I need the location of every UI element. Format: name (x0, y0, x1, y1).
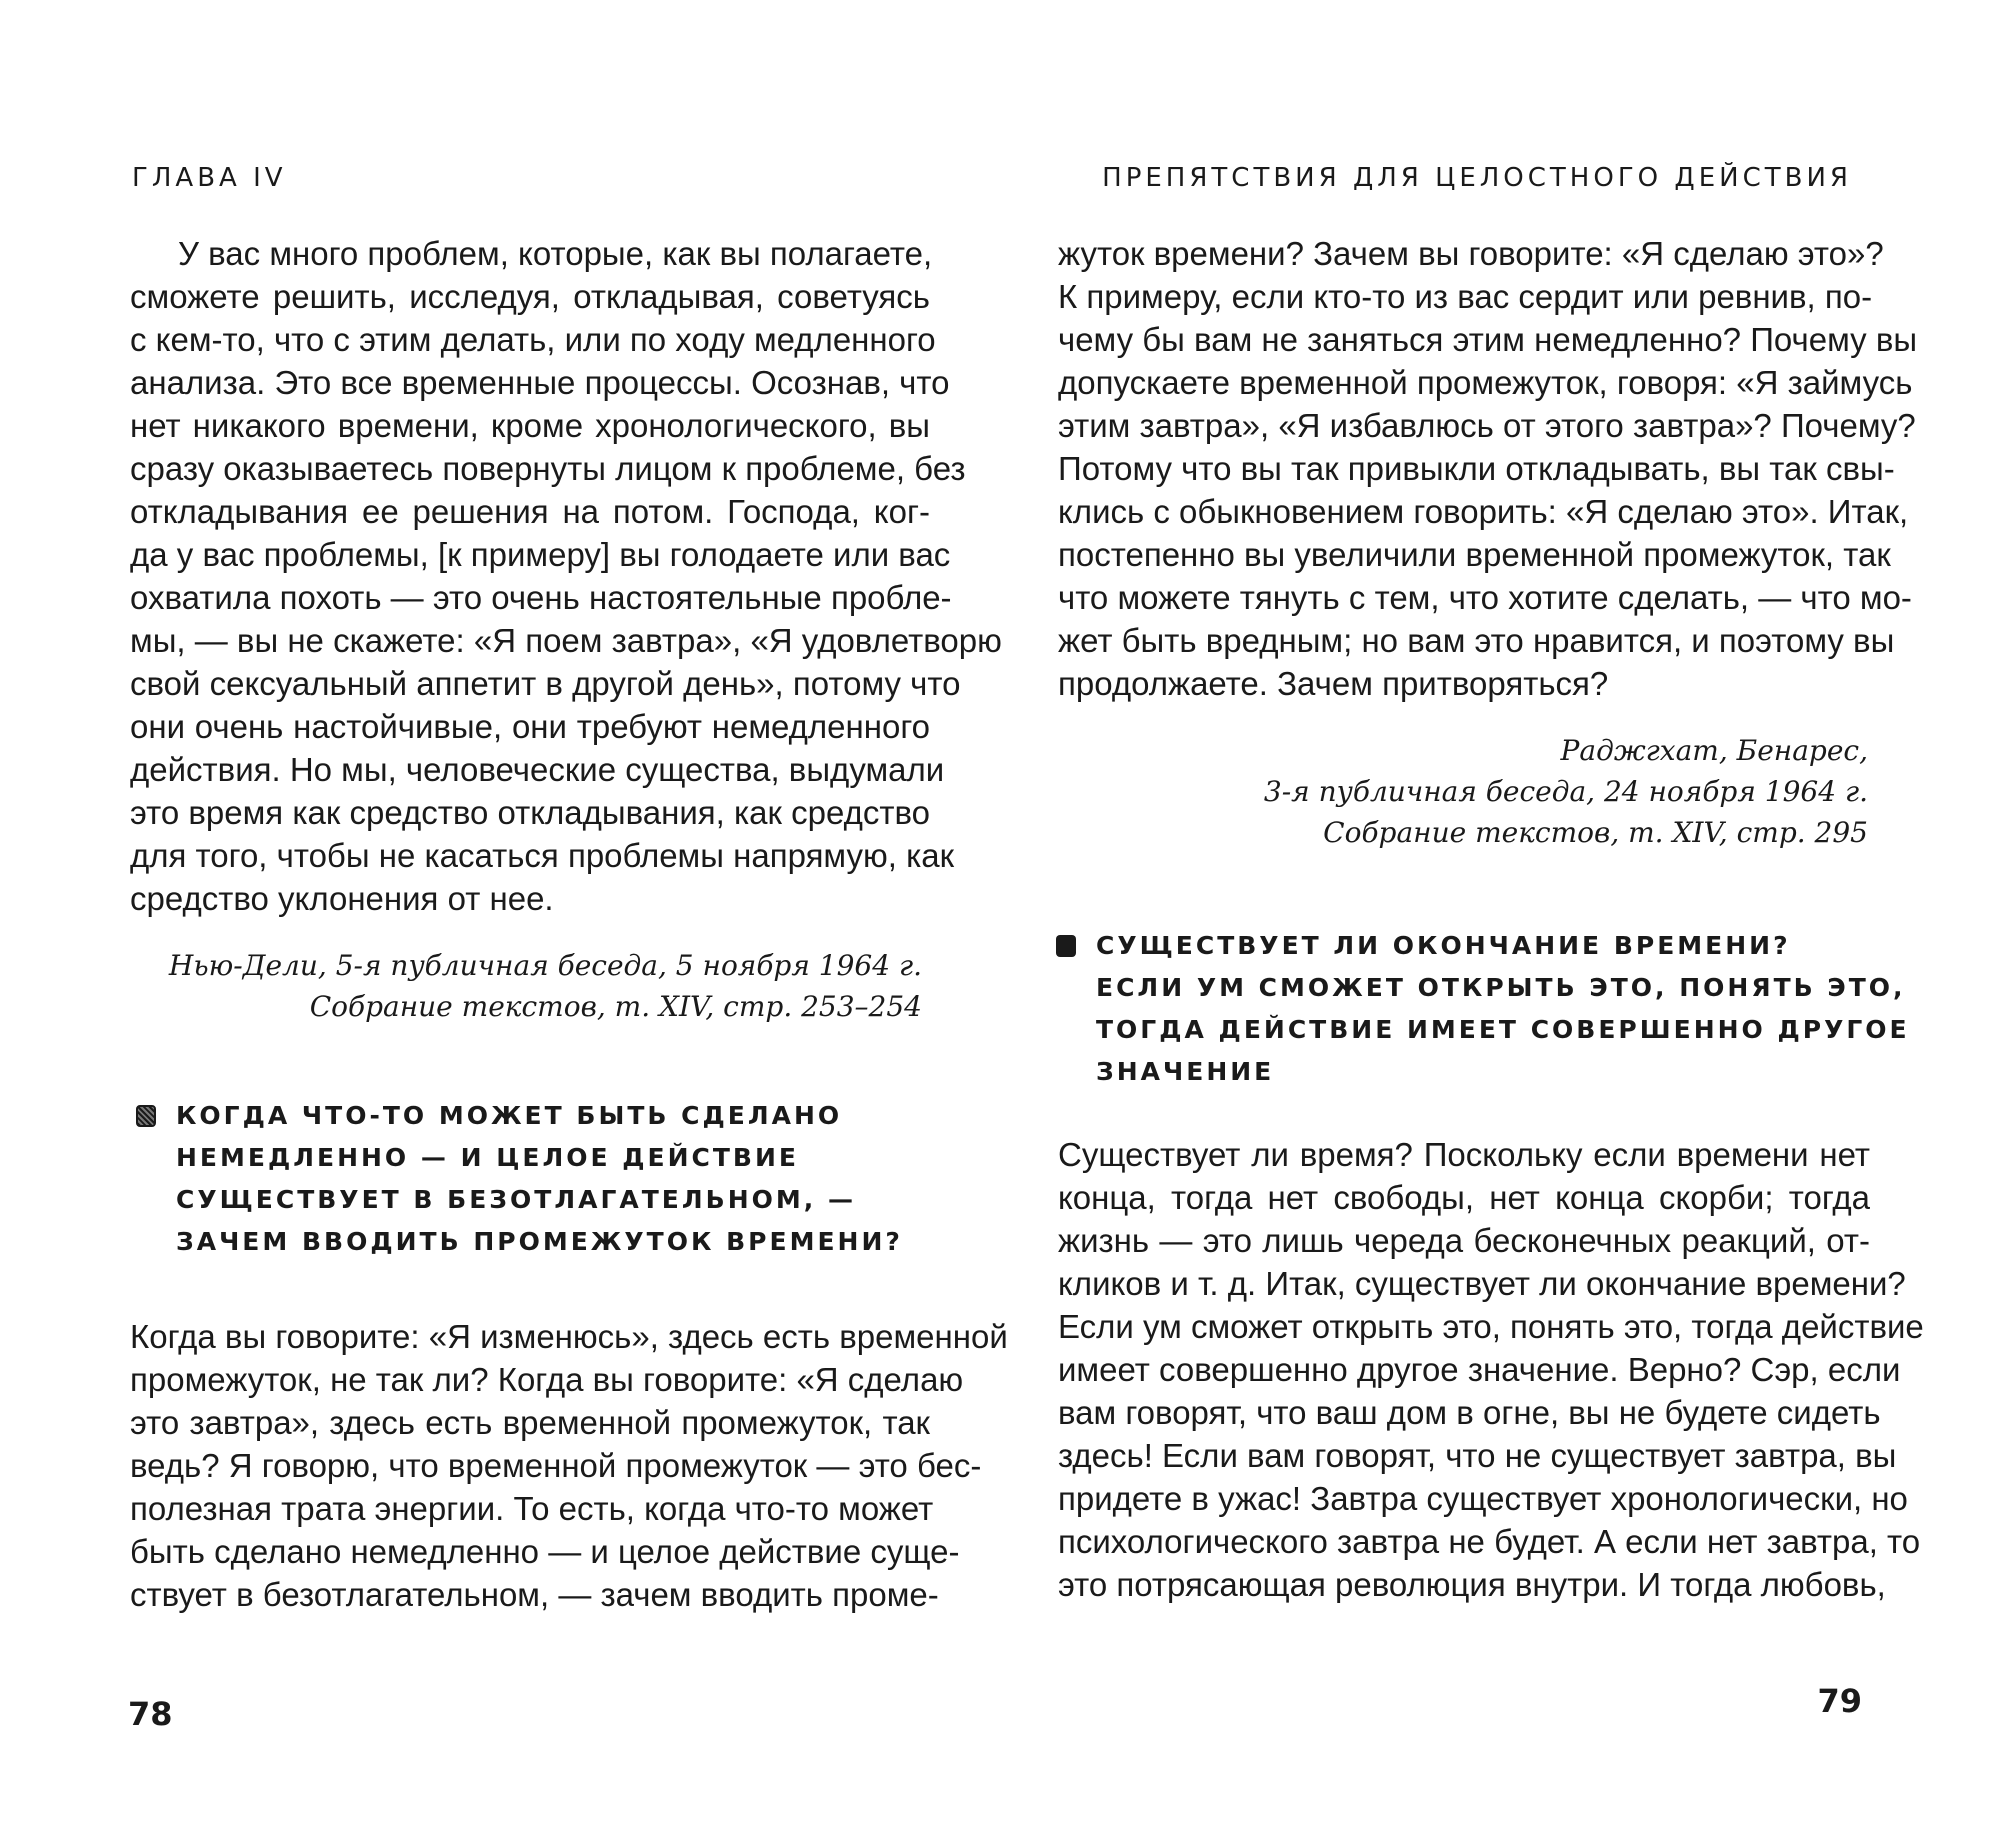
paragraph (130, 1315, 1008, 1616)
text-line: да у вас проблемы, [к примеру] вы голодаете или вас (130, 536, 951, 573)
left-paragraph-2 (130, 1315, 1008, 1616)
text-line: здесь! Если вам говорят, что не существует завтра, вы (1058, 1437, 1897, 1474)
running-head-chapter: ГЛАВА IV (132, 163, 287, 193)
right-paragraph-2 (1058, 1133, 1924, 1606)
text-line: мы, — вы не скажете: «Я поем завтра», «Я удовлетворю (130, 622, 1002, 659)
text-line: с кем-то, что с этим делать, или по ходу медленного (130, 321, 936, 358)
text-line: свой сексуальный аппетит в другой день», потому что (130, 665, 961, 702)
left-attribution (169, 945, 922, 1027)
text-line: полезная трата энергии. То есть, когда что-то может (130, 1490, 934, 1527)
left-section-heading (176, 1095, 903, 1263)
heading-line: ТОГДА ДЕЙСТВИЕ ИМЕЕТ СОВЕРШЕННО ДРУГОЕ (1096, 1015, 1910, 1044)
page-number: 79 (1817, 1682, 1862, 1720)
left-paragraph-1 (130, 232, 1002, 920)
text-line: откладывания ее решения на потом. Господа, ког- (130, 493, 930, 530)
text-line: чему бы вам не заняться этим немедленно? Почему вы (1058, 321, 1918, 358)
text-line: жет быть вредным; но вам это нравится, и поэтому вы (1058, 622, 1895, 659)
heading-line: СУЩЕСТВУЕТ ЛИ ОКОНЧАНИЕ ВРЕМЕНИ? (1096, 931, 1791, 960)
text-line: постепенно вы увеличили временной промежуток, так (1058, 536, 1891, 573)
text-line: продолжаете. Зачем притворяться? (1058, 665, 1609, 702)
heading-line: СУЩЕСТВУЕТ В БЕЗОТЛАГАТЕЛЬНОМ, — (176, 1185, 856, 1214)
text-line: жизнь — это лишь череда бесконечных реакций, от- (1058, 1222, 1870, 1259)
right-paragraph-1 (1058, 232, 1918, 705)
text-line: жуток времени? Зачем вы говорите: «Я сделаю это»? (1058, 235, 1884, 272)
text-line: средство уклонения от нее. (130, 880, 554, 917)
page-number: 78 (128, 1695, 173, 1733)
attribution-line: Собрание текстов, т. XIV, стр. 295 (1323, 816, 1868, 849)
text-line: вам говорят, что ваш дом в огне, вы не будете сидеть (1058, 1394, 1881, 1431)
right-page (1000, 0, 2000, 1833)
text-line: анализа. Это все временные процессы. Осознав, что (130, 364, 950, 401)
heading-line: ЗАЧЕМ ВВОДИТЬ ПРОМЕЖУТОК ВРЕМЕНИ? (176, 1227, 903, 1256)
right-attribution (1264, 730, 1868, 853)
text-line: это время как средство откладывания, как средство (130, 794, 930, 831)
text-line: Когда вы говорите: «Я изменюсь», здесь есть временной (130, 1318, 1008, 1355)
heading-line: ЕСЛИ УМ СМОЖЕТ ОТКРЫТЬ ЭТО, ПОНЯТЬ ЭТО, (1096, 973, 1906, 1002)
text-line: этим завтра», «Я избавлюсь от этого завтра»? Почему? (1058, 407, 1916, 444)
text-line: охватила похоть — это очень настоятельные пробле- (130, 579, 952, 616)
text-line: конца, тогда нет свободы, нет конца скорби; тогда (1058, 1179, 1870, 1216)
attribution-line: Нью-Дели, 5-я публичная беседа, 5 ноября 1964 г. (168, 949, 922, 982)
text-line: допускаете временной промежуток, говоря: «Я займусь (1058, 364, 1913, 401)
section-bullet-icon (1056, 935, 1076, 957)
text-line: кликов и т. д. Итак, существует ли окончание времени? (1058, 1265, 1906, 1302)
text-line: для того, чтобы не касаться проблемы напрямую, как (130, 837, 955, 874)
text-line: быть сделано немедленно — и целое действие суще- (130, 1533, 960, 1570)
text-line: сможете решить, исследуя, откладывая, советуясь (130, 278, 930, 315)
attribution-line: Собрание текстов, т. XIV, стр. 253–254 (309, 990, 922, 1023)
text-line: психологического завтра не будет. А если нет завтра, то (1058, 1523, 1921, 1560)
attribution-line: Раджгхат, Бенарес, (1560, 734, 1868, 767)
heading-line: КОГДА ЧТО-ТО МОЖЕТ БЫТЬ СДЕЛАНО (176, 1101, 843, 1130)
text-line: Существует ли время? Поскольку если времени нет (1058, 1136, 1870, 1173)
text-line: ведь? Я говорю, что временной промежуток — это бес- (130, 1447, 982, 1484)
text-line: промежуток, не так ли? Когда вы говорите: «Я сделаю (130, 1361, 964, 1398)
text-line: ствует в безотлагательном, — зачем вводить проме- (130, 1576, 939, 1613)
attribution-line: 3-я публичная беседа, 24 ноября 1964 г. (1263, 775, 1868, 808)
text-line: клись с обыкновением говорить: «Я сделаю это». Итак, (1058, 493, 1909, 530)
text-line: У вас много проблем, которые, как вы полагаете, (178, 235, 933, 272)
text-line: придете в ужас! Завтра существует хронологически, но (1058, 1480, 1908, 1517)
paragraph (1058, 1133, 1924, 1606)
heading-line: ЗНАЧЕНИЕ (1096, 1057, 1275, 1086)
section-bullet-icon (136, 1105, 156, 1127)
text-line: это завтра», здесь есть временной промежуток, так (130, 1404, 930, 1441)
text-line: имеет совершенно другое значение. Верно? Сэр, если (1058, 1351, 1901, 1388)
text-line: сразу оказываетесь повернуты лицом к проблеме, без (130, 450, 966, 487)
text-line: что можете тянуть с тем, что хотите сделать, — что мо- (1058, 579, 1912, 616)
text-line: Если ум сможет открыть это, понять это, тогда действие (1058, 1308, 1924, 1345)
text-line: это потрясающая революция внутри. И тогда любовь, (1058, 1566, 1886, 1603)
right-section-heading (1096, 925, 1910, 1093)
heading-line: НЕМЕДЛЕННО — И ЦЕЛОЕ ДЕЙСТВИЕ (176, 1143, 799, 1172)
paragraph (130, 232, 1002, 920)
text-line: Потому что вы так привыкли откладывать, вы так свы- (1058, 450, 1895, 487)
text-line: К примеру, если кто-то из вас сердит или ревнив, по- (1058, 278, 1873, 315)
running-head-section: ПРЕПЯТСТВИЯ ДЛЯ ЦЕЛОСТНОГО ДЕЙСТВИЯ (1102, 163, 1852, 193)
paragraph (1058, 232, 1918, 705)
text-line: они очень настойчивые, они требуют немедленного (130, 708, 930, 745)
text-line: действия. Но мы, человеческие существа, выдумали (130, 751, 945, 788)
text-line: нет никакого времени, кроме хронологического, вы (130, 407, 930, 444)
